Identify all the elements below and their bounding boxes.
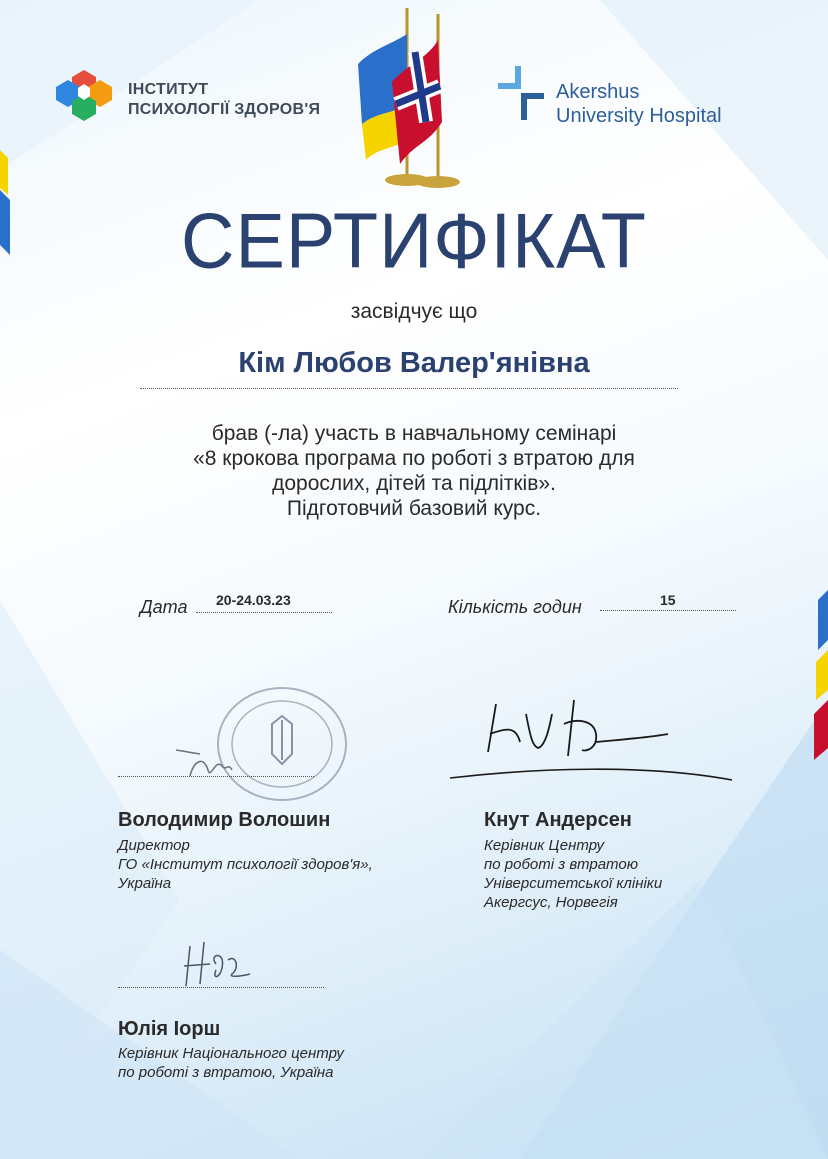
signature-voloshyn-icon (170, 740, 260, 790)
signatory-2-role-line: Керівник Центру (484, 837, 605, 854)
hours-value: 15 (660, 592, 676, 608)
date-value: 20-24.03.23 (216, 592, 291, 608)
signatory-1-name: Володимир Волошин (118, 809, 331, 831)
signatory-3-role-line: по роботі з втратою, Україна (118, 1064, 334, 1081)
hospital-name-line-1: Akershus (556, 81, 640, 103)
signatory-3-role-line: Керівник Національного центру (118, 1045, 344, 1062)
course-description (80, 421, 748, 521)
certifies-text: засвідчує що (350, 300, 478, 323)
signatory-2-role-line: Університетської клініки (484, 875, 663, 892)
date-underline (196, 612, 332, 613)
signature-line-1 (118, 776, 314, 777)
institute-hexagon-logo-icon (52, 66, 116, 126)
signatory-2-name: Кнут Андерсен (484, 809, 632, 831)
signatory-1-role-line: Україна (118, 875, 172, 892)
course-line-2: «8 крокова програма по роботі з втратою для (193, 447, 635, 470)
course-line-1: брав (-ла) участь в навчальному семінарі (211, 422, 617, 445)
signatory-1-role-line: ГО «Інститут психології здоров'я», (118, 856, 373, 873)
signatory-2-role-line: по роботі з втратою (484, 856, 638, 873)
hospital-name-line-2: University Hospital (556, 105, 722, 127)
course-line-4: Підготовчий базовий курс. (286, 497, 542, 520)
hours-underline (600, 610, 736, 611)
recipient-name: Кім Любов Валер'янівна (238, 347, 590, 379)
signatory-1-role-line: Директор (118, 837, 190, 854)
certificate-title: СЕРТИФІКАТ (181, 196, 647, 285)
hours-label: Кількість годин (448, 597, 582, 617)
institute-name-line-1: ІНСТИТУТ (128, 81, 209, 98)
signature-line-3 (118, 987, 324, 988)
signatory-2-role (484, 836, 662, 912)
course-line-3: дорослих, дітей та підлітків». (272, 472, 556, 495)
signature-iorsh-icon (176, 934, 266, 994)
signature-andersen-icon (446, 694, 736, 790)
recipient-underline (140, 388, 678, 389)
signatory-2-role-line: Акергсус, Норвегія (484, 894, 618, 911)
signatory-3-role (118, 1044, 344, 1082)
signatory-3-name: Юлія Іорш (118, 1018, 221, 1040)
institute-name-line-2: ПСИХОЛОГІЇ ЗДОРОВ'Я (128, 101, 321, 118)
hospital-name (556, 80, 722, 128)
ahus-cross-logo-icon (494, 64, 548, 122)
signatory-1-role (118, 836, 373, 893)
ukraine-norway-flags-icon (352, 4, 482, 190)
date-label: Дата (140, 597, 188, 617)
institute-name (128, 80, 320, 120)
